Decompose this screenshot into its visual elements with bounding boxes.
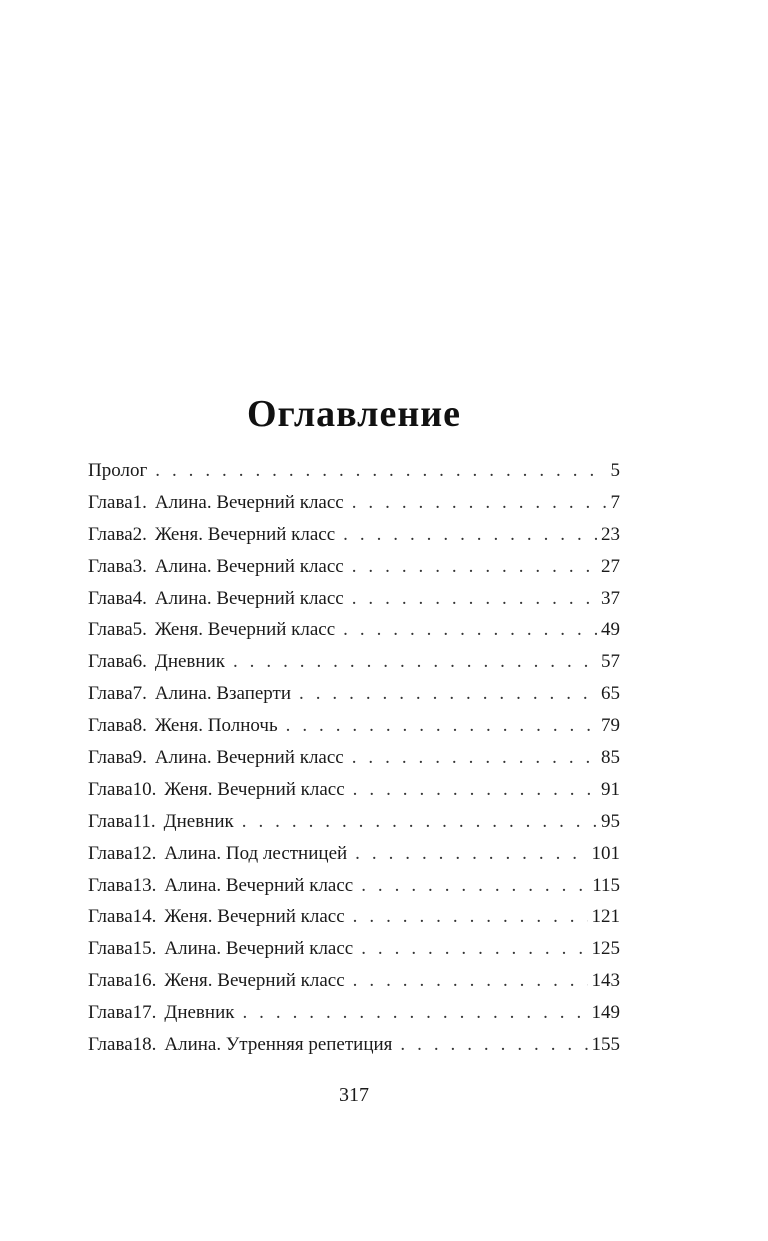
toc-entry-number: 1. [132, 491, 147, 513]
toc-entry-title: Дневник [164, 1002, 235, 1024]
toc-dot-leader [361, 933, 587, 965]
toc-list [88, 455, 620, 1061]
toc-entry-number: 9. [132, 747, 147, 769]
toc-entry-prefix: Глава [88, 747, 133, 769]
toc-entry-title: Дневник [154, 651, 225, 673]
toc-entry-page: 91 [601, 778, 620, 800]
toc-entry-number: 7. [132, 683, 147, 705]
toc-dot-leader [155, 455, 606, 487]
toc-entry-page: 115 [592, 874, 620, 896]
toc-entry-prefix: Глава [88, 619, 133, 641]
toc-entry-prefix: Глава [88, 906, 133, 928]
toc-entry-number: 6. [132, 651, 147, 673]
toc-entry-prefix: Глава [88, 491, 133, 513]
toc-entry-title: Алина. Вечерний класс [154, 491, 344, 513]
toc-entry-prefix: Глава [88, 938, 133, 960]
toc-entry-prefix: Пролог [88, 460, 148, 481]
toc-entry-number: 11. [132, 810, 156, 832]
toc-entry-number: 12. [132, 842, 157, 864]
toc-entry [88, 997, 620, 1029]
toc-entry-page: 149 [591, 1002, 620, 1024]
toc-entry-prefix: Глава [88, 874, 133, 896]
toc-title: Оглавление [246, 393, 462, 435]
toc-entry-prefix: Глава [88, 523, 133, 545]
toc-entry-title: Алина. Взаперти [154, 683, 292, 705]
toc-entry-page: 95 [601, 810, 620, 832]
toc-entry-prefix: Глава [88, 683, 133, 705]
toc-entry-number: 4. [132, 587, 147, 609]
toc-entry-page: 121 [591, 906, 620, 928]
toc-dot-leader [299, 678, 597, 710]
toc-entry-page: 101 [591, 842, 620, 864]
toc-entry-page: 57 [601, 651, 620, 673]
toc-entry-title: Женя. Вечерний класс [164, 906, 345, 928]
toc-dot-leader [355, 838, 587, 870]
toc-entry-title: Алина. Вечерний класс [154, 747, 344, 769]
toc-entry [88, 646, 620, 678]
toc-entry-page: 125 [591, 938, 620, 960]
toc-entry-page: 85 [601, 747, 620, 769]
toc-entry-title: Алина. Утренняя репетиция [164, 1034, 393, 1056]
toc-entry-number: 16. [132, 970, 157, 992]
toc-entry-title: Алина. Вечерний класс [154, 587, 344, 609]
toc-entry [88, 1029, 620, 1061]
toc-entry [88, 678, 620, 710]
toc-entry-number: 8. [132, 715, 147, 737]
toc-dot-leader [361, 870, 588, 902]
toc-entry-prefix: Глава [88, 810, 133, 832]
toc-entry-page: 37 [601, 587, 620, 609]
toc-entry [88, 933, 620, 965]
toc-entry-number: 18. [132, 1034, 157, 1056]
toc-entry-number: 13. [132, 874, 157, 896]
toc-entry [88, 838, 620, 870]
page-number: 317 [339, 1084, 369, 1106]
toc-entry-number: 3. [132, 555, 147, 577]
toc-dot-leader [353, 965, 588, 997]
toc-entry [88, 455, 620, 487]
toc-entry-number: 5. [132, 619, 147, 641]
toc-entry [88, 901, 620, 933]
toc-entry [88, 487, 620, 519]
toc-entry-title: Женя. Полночь [154, 715, 278, 737]
toc-entry-prefix: Глава [88, 1034, 133, 1056]
toc-dot-leader [400, 1029, 587, 1061]
toc-entry [88, 710, 620, 742]
toc-entry-title: Женя. Вечерний класс [164, 970, 345, 992]
toc-entry-number: 17. [132, 1002, 157, 1024]
toc-entry-prefix: Глава [88, 587, 133, 609]
toc-entry [88, 614, 620, 646]
toc-entry-title: Алина. Вечерний класс [154, 555, 344, 577]
toc-entry-title: Дневник [163, 810, 234, 832]
toc-entry-number: 10. [132, 778, 157, 800]
toc-entry-page: 49 [601, 619, 620, 641]
toc-entry-prefix: Глава [88, 842, 133, 864]
toc-dot-leader [352, 742, 597, 774]
toc-entry [88, 806, 620, 838]
toc-dot-leader [242, 806, 597, 838]
toc-entry [88, 742, 620, 774]
toc-dot-leader [352, 583, 597, 615]
toc-entry [88, 551, 620, 583]
toc-entry-number: 2. [132, 523, 147, 545]
toc-entry-title: Женя. Вечерний класс [154, 619, 336, 641]
toc-dot-leader [286, 710, 597, 742]
toc-entry-title: Женя. Вечерний класс [154, 523, 336, 545]
toc-entry-title: Алина. Вечерний класс [164, 938, 354, 960]
toc-entry-page: 27 [601, 555, 620, 577]
toc-entry-page: 79 [601, 715, 620, 737]
toc-entry-page: 23 [601, 523, 620, 545]
toc-dot-leader [352, 551, 597, 583]
toc-entry-number: 15. [132, 938, 157, 960]
toc-entry-prefix: Глава [88, 555, 133, 577]
toc-entry-page: 5 [610, 460, 620, 481]
toc-entry-prefix: Глава [88, 715, 133, 737]
toc-dot-leader [353, 901, 588, 933]
toc-dot-leader [343, 519, 597, 551]
toc-entry-page: 7 [610, 491, 620, 513]
toc-entry-page: 143 [591, 970, 620, 992]
toc-entry [88, 870, 620, 902]
toc-entry-prefix: Глава [88, 970, 133, 992]
toc-entry [88, 519, 620, 551]
toc-entry-prefix: Глава [88, 1002, 133, 1024]
toc-dot-leader [242, 997, 587, 1029]
toc-entry [88, 965, 620, 997]
toc-dot-leader [233, 646, 597, 678]
toc-dot-leader [343, 614, 597, 646]
toc-dot-leader [352, 487, 607, 519]
toc-entry-prefix: Глава [88, 651, 133, 673]
toc-entry-number: 14. [132, 906, 157, 928]
toc-dot-leader [353, 774, 597, 806]
toc-entry [88, 774, 620, 806]
toc-entry-page: 65 [601, 683, 620, 705]
toc-entry-prefix: Глава [88, 778, 133, 800]
toc-entry [88, 583, 620, 615]
toc-entry-title: Женя. Вечерний класс [164, 778, 345, 800]
toc-entry-page: 155 [591, 1034, 620, 1056]
toc-entry-title: Алина. Под лестницей [164, 842, 348, 864]
toc-entry-title: Алина. Вечерний класс [164, 874, 354, 896]
